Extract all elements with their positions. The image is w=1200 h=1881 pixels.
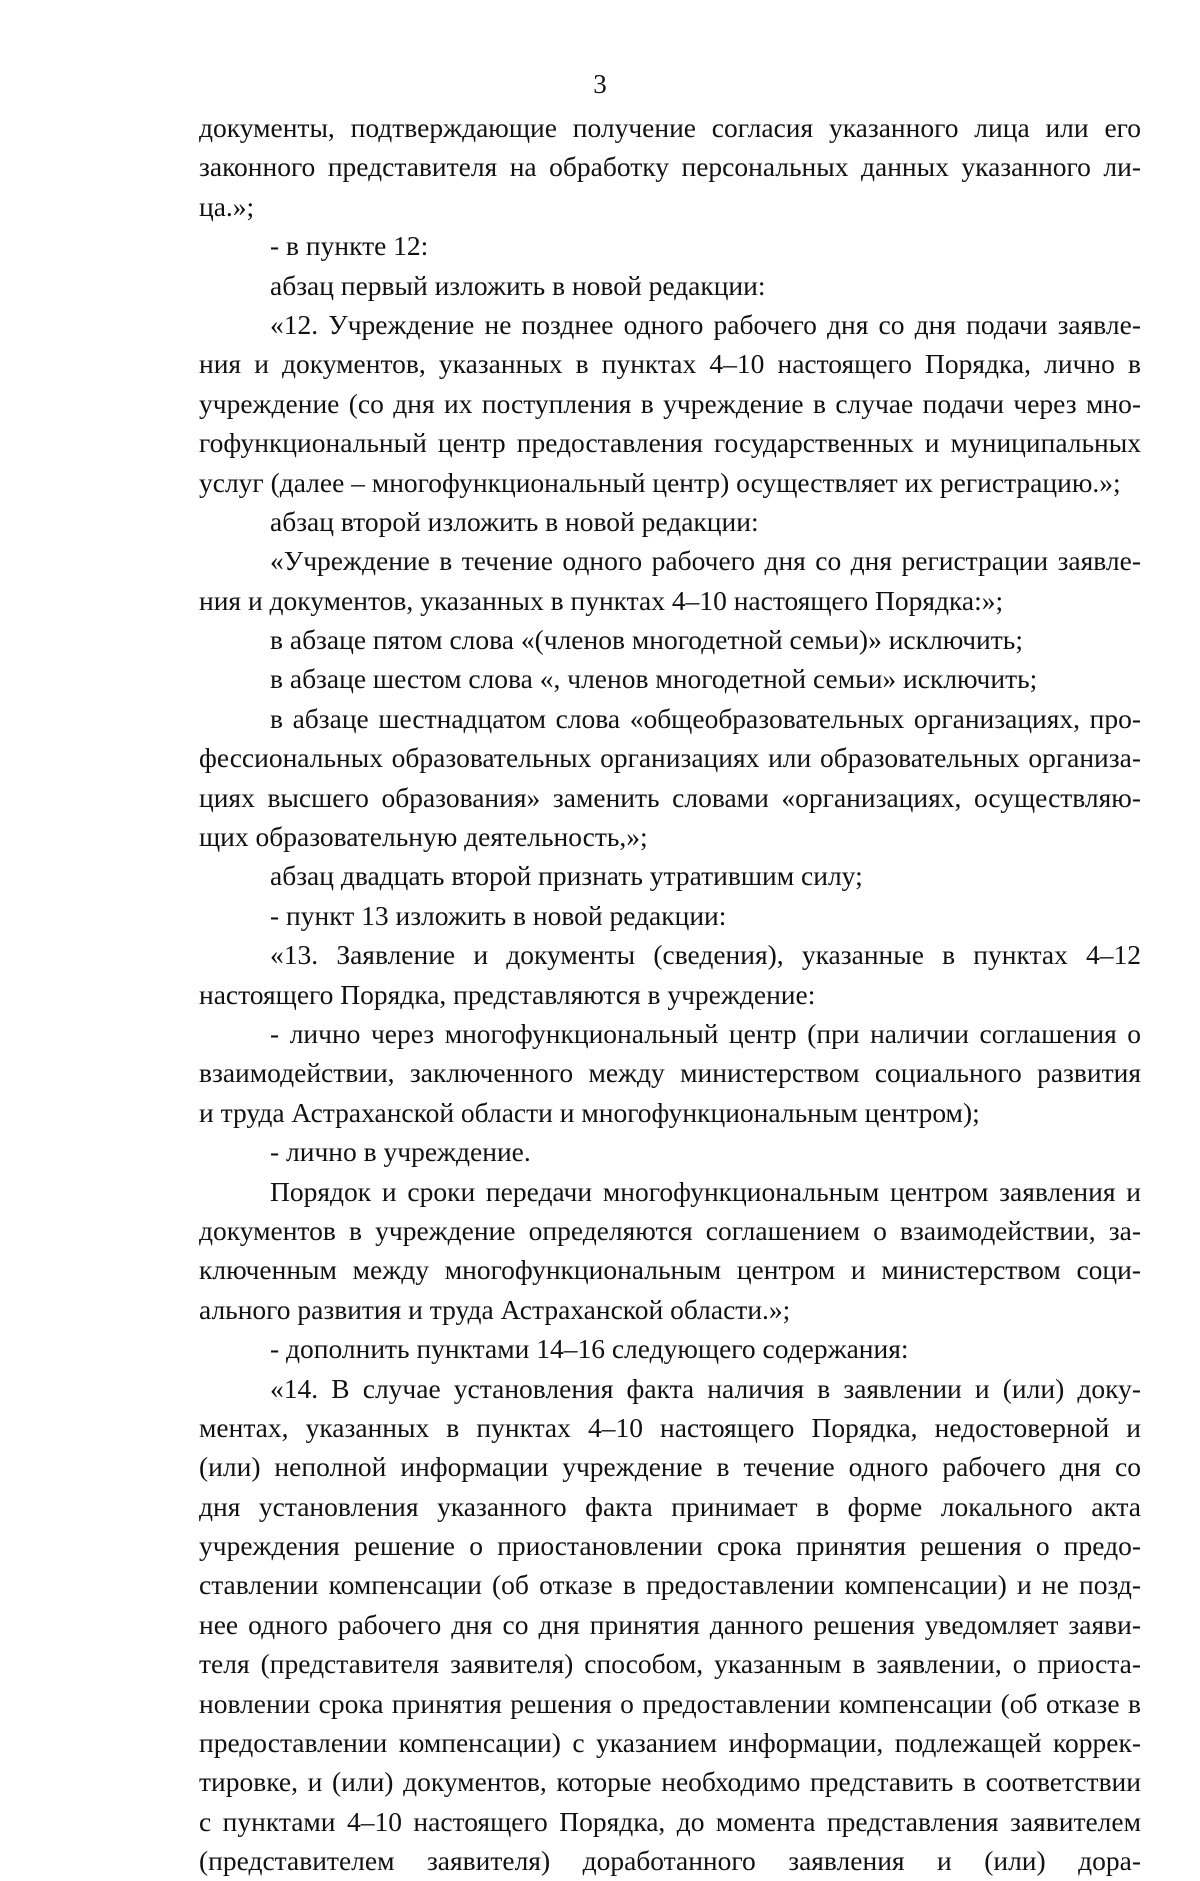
text-line: ментах, указанных в пунктах 4–10 настоящего Порядка, недостоверной и	[199, 1411, 1141, 1443]
text-line: - лично через многофункциональный центр (при наличии соглашения о	[270, 1017, 1141, 1049]
text-line: ца.»;	[199, 190, 255, 222]
text-line: взаимодействии, заключенного между министерством социального развития	[199, 1057, 1141, 1089]
text-line: ставлении компенсации (об отказе в предоставлении компенсации) и не позд-	[199, 1569, 1141, 1601]
text-line: щих образовательную деятельность,»;	[199, 821, 648, 853]
text-line: «12. Учреждение не позднее одного рабочего дня со дня подачи заявле-	[270, 308, 1141, 340]
text-line: (или) неполной информации учреждение в течение одного рабочего дня со	[199, 1451, 1141, 1483]
text-line: ального развития и труда Астраханской области.»;	[199, 1293, 791, 1325]
text-line: абзац первый изложить в новой редакции:	[270, 269, 766, 301]
text-line: Порядок и сроки передачи многофункциональным центром заявления и	[270, 1175, 1141, 1207]
text-line: циях высшего образования» заменить словами «организациях, осуществляю-	[199, 781, 1141, 813]
text-line: «Учреждение в течение одного рабочего дня со дня регистрации заявле-	[270, 545, 1141, 577]
text-line: законного представителя на обработку персональных данных указанного ли-	[199, 151, 1141, 183]
text-line: нее одного рабочего дня со дня принятия данного решения уведомляет заяви-	[199, 1608, 1141, 1640]
text-line: абзац второй изложить в новой редакции:	[270, 505, 759, 537]
text-line: фессиональных образовательных организациях или образовательных организа-	[199, 742, 1141, 774]
text-line: услуг (далее – многофункциональный центр) осуществляет их регистрацию.»;	[199, 466, 1121, 498]
text-line: в абзаце пятом слова «(членов многодетной семьи)» исключить;	[270, 624, 1023, 656]
text-line: учреждения решение о приостановлении срока принятия решения о предо-	[199, 1530, 1141, 1562]
text-line: - лично в учреждение.	[270, 1136, 531, 1168]
text-line: настоящего Порядка, представляются в учреждение:	[199, 978, 816, 1010]
text-line: новлении срока принятия решения о предоставлении компенсации (об отказе в	[199, 1687, 1141, 1719]
text-line: гофункциональный центр предоставления государственных и муниципальных	[199, 427, 1141, 459]
text-line: - в пункте 12:	[270, 230, 429, 262]
text-line: с пунктами 4–10 настоящего Порядка, до момента представления заявителем	[199, 1805, 1141, 1837]
page-number: 3	[593, 69, 607, 99]
text-line: предоставлении компенсации) с указанием информации, подлежащей коррек-	[199, 1727, 1141, 1759]
text-line: учреждение (со дня их поступления в учреждение в случае подачи через мно-	[199, 387, 1141, 419]
text-line: абзац двадцать второй признать утратившим силу;	[270, 860, 863, 892]
text-line: дня установления указанного факта принимает в форме локального акта	[199, 1490, 1141, 1522]
text-line: (представителем заявителя) доработанного заявления и (или) дора-	[199, 1845, 1141, 1877]
text-line: ния и документов, указанных в пунктах 4–10 настоящего Порядка:»;	[199, 584, 1004, 616]
text-line: в абзаце шестом слова «, членов многодетной семьи» исключить;	[270, 663, 1038, 695]
text-line: документов в учреждение определяются соглашением о взаимодействии, за-	[199, 1214, 1141, 1246]
text-line: теля (представителя заявителя) способом, указанным в заявлении, о приоста-	[199, 1648, 1141, 1680]
text-line: и труда Астраханской области и многофункциональным центром);	[199, 1096, 980, 1128]
text-line: - пункт 13 изложить в новой редакции:	[270, 899, 727, 931]
text-line: в абзаце шестнадцатом слова «общеобразовательных организациях, про-	[270, 702, 1141, 734]
document-body	[199, 108, 1141, 1881]
text-line: ния и документов, указанных в пунктах 4–10 настоящего Порядка, лично в	[199, 348, 1141, 380]
text-line: - дополнить пунктами 14–16 следующего содержания:	[270, 1333, 909, 1365]
text-line: «14. В случае установления факта наличия в заявлении и (или) доку-	[270, 1372, 1141, 1404]
text-line: тировке, и (или) документов, которые необходимо представить в соответствии	[199, 1766, 1141, 1798]
text-line: ключенным между многофункциональным центром и министерством соци-	[199, 1254, 1141, 1286]
text-line: документы, подтверждающие получение согласия указанного лица или его	[199, 112, 1141, 143]
text-line: «13. Заявление и документы (сведения), указанные в пунктах 4–12	[270, 939, 1141, 971]
